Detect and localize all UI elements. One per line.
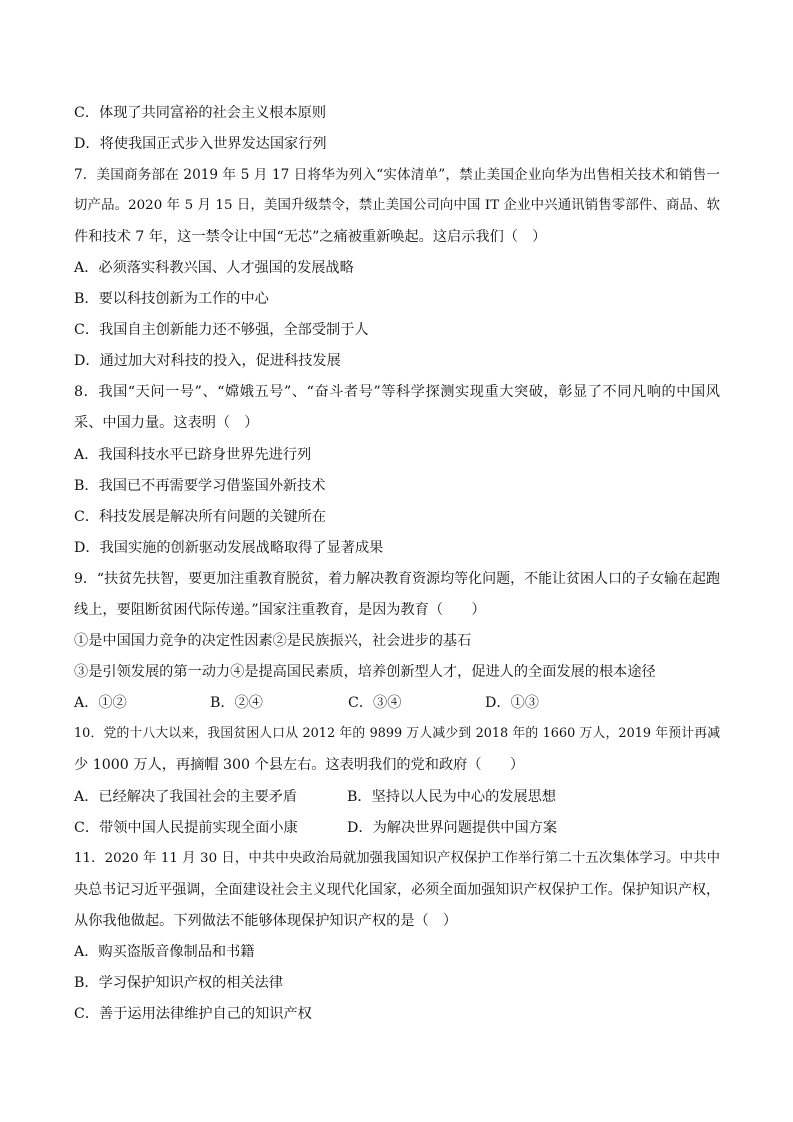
q7-option-b: B．要以科技创新为工作的中心 xyxy=(74,291,269,307)
q10-stem-line-2: 少 1000 万人，再摘帽 300 个县左右。这表明我们的党和政府（ ） xyxy=(74,757,525,773)
q9-option-d: D．①③ xyxy=(485,695,539,711)
q11-stem-line-3: 从你我他做起。下列做法不能够体现保护知识产权的是（ ） xyxy=(74,913,458,929)
q8-stem-line-1: 8．我国“天问一号”、“嫦娥五号”、“奋斗者号”等科学探测实现重大突破，彰显了不同凡响的中国风 xyxy=(74,384,720,400)
q9-option-a: A．①② xyxy=(74,695,127,711)
q7-option-d: D．通过加大对科技的投入，促进科技发展 xyxy=(74,353,341,369)
q6-option-c: C．体现了共同富裕的社会主义根本原则 xyxy=(74,105,327,121)
q7-stem-line-2: 切产品。2020 年 5 月 15 日，美国升级禁令，禁止美国公司向中国 IT 企业中兴通讯销售零部件、商品、软 xyxy=(74,198,720,213)
q10-option-a: A．已经解决了我国社会的主要矛盾 xyxy=(74,789,298,805)
q11-option-b: B．学习保护知识产权的相关法律 xyxy=(74,975,284,991)
q9-statement-1-2: ①是中国国力竞争的决定性因素②是民族振兴，社会进步的基石 xyxy=(74,633,472,649)
q8-option-c: C．科技发展是解决所有问题的关键所在 xyxy=(74,509,327,525)
q11-option-c: C．善于运用法律维护自己的知识产权 xyxy=(74,1006,312,1022)
q7-stem-line-3: 件和技术 7 年，这一禁令让中国“无芯”之痛被重新唤起。这启示我们（ ） xyxy=(74,229,547,245)
q11-option-a: A．购买盗版音像制品和书籍 xyxy=(74,944,255,960)
q9-statement-3-4: ③是引领发展的第一动力④是提高国民素质，培养创新型人才，促进人的全面发展的根本途径 xyxy=(74,664,656,680)
q7-option-c: C．我国自主创新能力还不够强，全部受制于人 xyxy=(74,322,369,338)
q8-option-b: B．我国已不再需要学习借鉴国外新技术 xyxy=(74,478,326,494)
q10-option-d: D．为解决世界问题提供中国方案 xyxy=(347,820,558,836)
q11-stem-line-1: 11．2020 年 11 月 30 日，中共中央政治局就加强我国知识产权保护工作举行第二十五次集体学习。中共中 xyxy=(74,851,720,866)
q8-stem-line-2: 采、中国力量。这表明（ ） xyxy=(74,415,259,431)
q10-option-b: B．坚持以人民为中心的发展思想 xyxy=(347,789,557,805)
q11-stem-line-2: 央总书记习近平强调，全面建设社会主义现代化国家，必须全面加强知识产权保护工作。保护知识产权， xyxy=(74,882,720,898)
q8-option-a: A．我国科技水平已跻身世界先进行列 xyxy=(74,447,312,463)
q9-option-b: B．②④ xyxy=(210,695,263,711)
q7-option-a: A．必须落实科教兴国、人才强国的发展战略 xyxy=(74,260,354,276)
q9-stem-line-1: 9．“扶贫先扶智，要更加注重教育脱贫，着力解决教育资源均等化问题，不能让贫困人口的子女输在起跑 xyxy=(74,571,721,587)
q6-option-d: D．将使我国正式步入世界发达国家行列 xyxy=(74,136,327,152)
q10-option-c: C．带领中国人民提前实现全面小康 xyxy=(74,820,298,836)
q9-option-c: C．③④ xyxy=(348,695,402,711)
q7-stem-line-1: 7．美国商务部在 2019 年 5 月 17 日将华为列入“实体清单”，禁止美国企业向华为出售相关技术和销售一 xyxy=(74,167,720,183)
q10-stem-line-1: 10．党的十八大以来，我国贫困人口从 2012 年的 9899 万人减少到 2018 年的 1660 万人，2019 年预计再减 xyxy=(74,726,720,741)
q8-option-d: D．我国实施的创新驱动发展战略取得了显著成果 xyxy=(74,540,384,556)
q9-stem-line-2: 线上，要阻断贫困代际传递。”国家注重教育，是因为教育（ ） xyxy=(74,602,486,618)
